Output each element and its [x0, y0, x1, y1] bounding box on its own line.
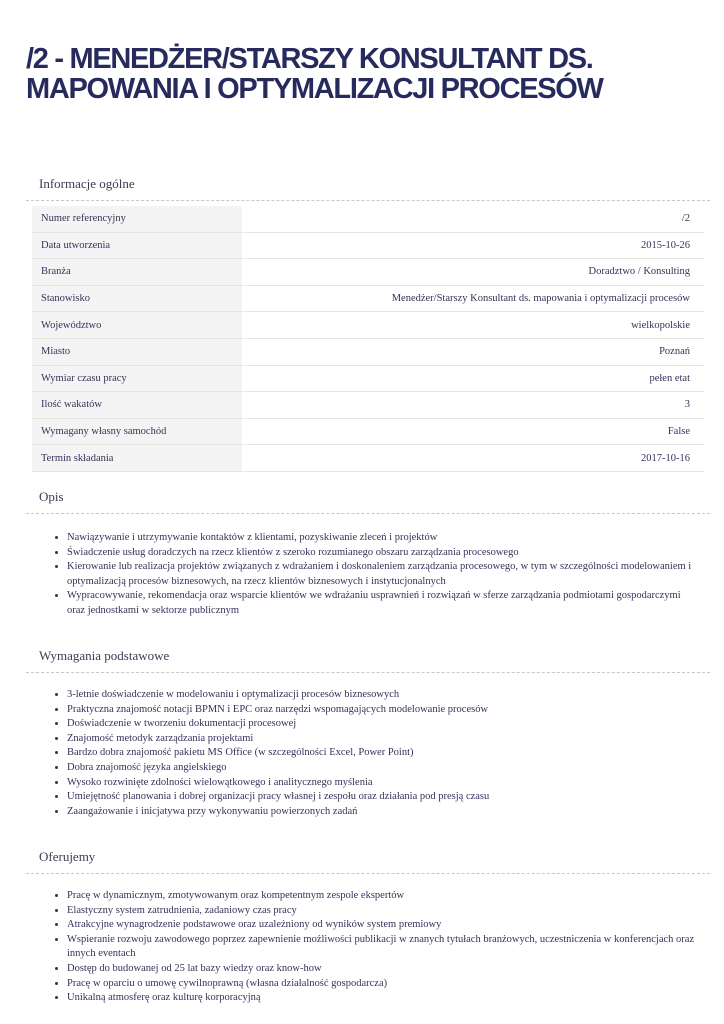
offer-list	[49, 889, 697, 1006]
section-description-header	[26, 483, 710, 514]
info-label: Ilość wakatów	[32, 392, 245, 419]
info-row	[32, 259, 704, 286]
list-item: • 3-letnie doświadczenie w modelowaniu i optymalizacji procesów biznesowych	[67, 688, 697, 703]
info-label: Stanowisko	[32, 286, 245, 313]
info-value: Doradztwo / Konsulting	[245, 259, 704, 286]
list-item: • Elastyczny system zatrudnienia, zadaniowy czas pracy	[67, 904, 697, 919]
list-item: • Wysoko rozwinięte zdolności wielowątkowego i analitycznego myślenia	[67, 776, 697, 791]
info-value: 3	[245, 392, 704, 419]
list-item: • Pracę w oparciu o umowę cywilnoprawną (własna działalność gospodarcza)	[67, 977, 697, 992]
section-offer-header	[26, 843, 710, 874]
list-item: • Doświadczenie w tworzeniu dokumentacji procesowej	[67, 717, 697, 732]
list-item: • Praktyczna znajomość notacji BPMN i EPC oraz narzędzi wspomagających modelowanie procesów	[67, 703, 697, 718]
list-item: • Dostęp do budowanej od 25 lat bazy wiedzy oraz know-how	[67, 962, 697, 977]
info-value: Poznań	[245, 339, 704, 366]
info-row	[32, 445, 704, 472]
list-item: • Umiejętność planowania i dobrej organizacji pracy własnej i zespołu oraz działania pod presją czasu	[67, 790, 697, 805]
section-requirements-title: Wymagania podstawowe	[39, 648, 170, 663]
general-info-table	[32, 206, 704, 472]
list-item: • Bardzo dobra znajomość pakietu MS Office (w szczególności Excel, Power Point)	[67, 746, 697, 761]
section-general-header	[26, 170, 710, 201]
list-item: • Unikalną atmosferę oraz kulturę korporacyjną	[67, 991, 697, 1006]
info-label: Województwo	[32, 312, 245, 339]
info-value: Menedżer/Starszy Konsultant ds. mapowania i optymalizacji procesów	[245, 286, 704, 313]
description-list	[49, 531, 697, 619]
info-label: Data utworzenia	[32, 233, 245, 260]
list-item: • Wypracowywanie, rekomendacja oraz wsparcie klientów we wdrażaniu usprawnień i rozwiązań w sferze zarządzania podmiotami gospodarczymi oraz jednostkami w sektorze publicznym	[67, 589, 697, 618]
info-value: wielkopolskie	[245, 312, 704, 339]
info-value: pełen etat	[245, 366, 704, 393]
info-row	[32, 339, 704, 366]
list-item: • Dobra znajomość języka angielskiego	[67, 761, 697, 776]
info-value: 2017-10-16	[245, 445, 704, 472]
info-label: Numer referencyjny	[32, 206, 245, 233]
list-item: • Pracę w dynamicznym, zmotywowanym oraz kompetentnym zespole ekspertów	[67, 889, 697, 904]
info-row	[32, 366, 704, 393]
page-title: /2 - MENEDŻER/STARSZY KONSULTANT DS. MAPOWANIA I OPTYMALIZACJI PROCESÓW	[26, 43, 603, 105]
requirements-list	[49, 688, 697, 819]
info-label: Wymagany własny samochód	[32, 419, 245, 446]
info-row	[32, 233, 704, 260]
info-label: Miasto	[32, 339, 245, 366]
list-item: • Świadczenie usług doradczych na rzecz klientów z szeroko rozumianego obszaru zarządzania procesowego	[67, 546, 697, 561]
info-row	[32, 312, 704, 339]
list-item: • Znajomość metodyk zarządzania projektami	[67, 732, 697, 747]
list-item: • Kierowanie lub realizacja projektów związanych z wdrażaniem i doskonaleniem zarządzania procesowego, w tym w szczególności modelowaniem i optymalizacją procesów biznesowych, na rzecz klientów biznesowych i instytucjonalnych	[67, 560, 697, 589]
info-row	[32, 206, 704, 233]
list-item: • Nawiązywanie i utrzymywanie kontaktów z klientami, pozyskiwanie zleceń i projektów	[67, 531, 697, 546]
list-item: • Atrakcyjne wynagrodzenie podstawowe oraz uzależniony od wyników system premiowy	[67, 918, 697, 933]
info-row	[32, 392, 704, 419]
info-label: Wymiar czasu pracy	[32, 366, 245, 393]
section-description-title: Opis	[39, 489, 64, 504]
info-row	[32, 286, 704, 313]
info-label: Termin składania	[32, 445, 245, 472]
info-label: Branża	[32, 259, 245, 286]
info-row	[32, 419, 704, 446]
section-requirements-header	[26, 642, 710, 673]
info-value: /2	[245, 206, 704, 233]
list-item: • Wspieranie rozwoju zawodowego poprzez zapewnienie możliwości publikacji w znanych tytułach branżowych, uczestniczenia w konferencjach oraz innych eventach	[67, 933, 697, 962]
section-offer-title: Oferujemy	[39, 849, 96, 864]
info-value: 2015-10-26	[245, 233, 704, 260]
list-item: • Zaangażowanie i inicjatywa przy wykonywaniu powierzonych zadań	[67, 805, 697, 820]
section-general-title: Informacje ogólne	[39, 176, 135, 191]
info-value: False	[245, 419, 704, 446]
